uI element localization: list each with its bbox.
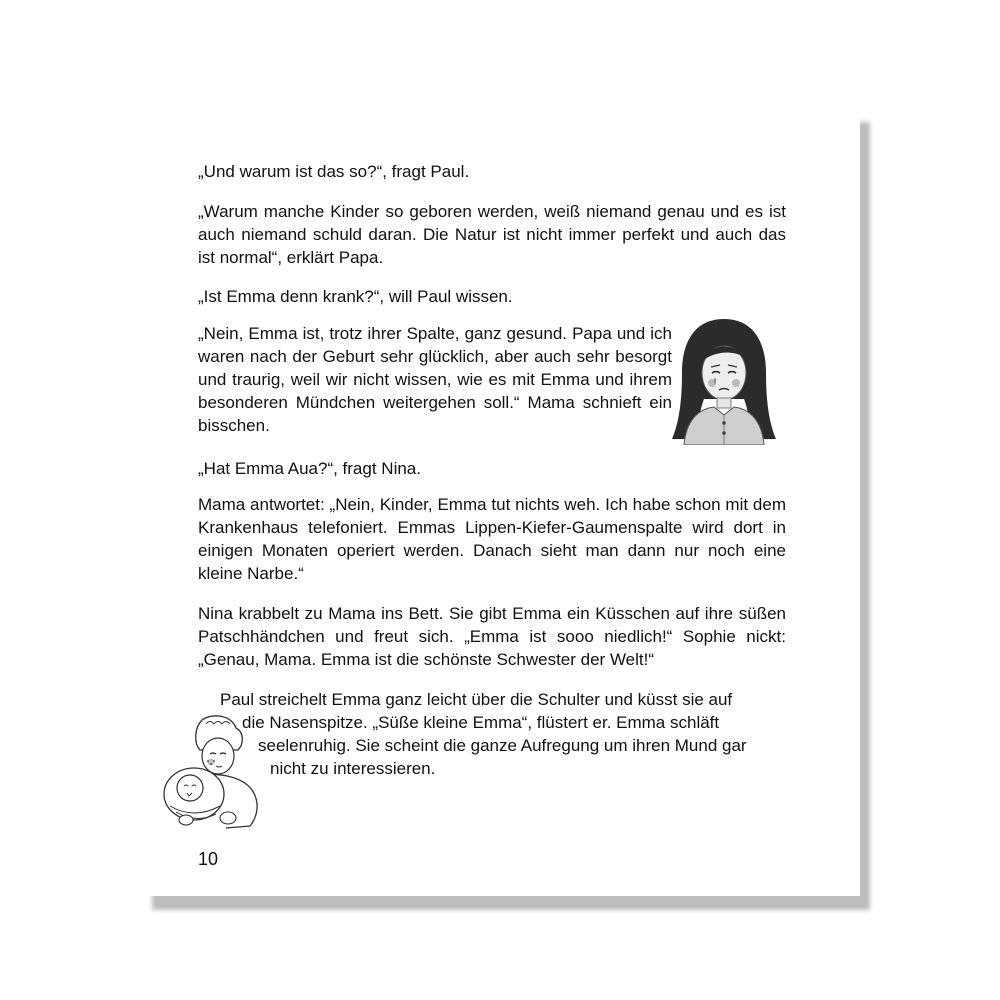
paragraph-3: „Ist Emma denn krank?“, will Paul wissen. <box>198 287 513 306</box>
paragraph-4: „Nein, Emma ist, trotz ihrer Spalte, ganz gesund. Papa und ich waren nach der Geburt sehr glücklich, aber auch sehr besorgt und traurig, weil wir nicht wissen, wie es mit Emma und ihrem besonderen Mündchen weitergehen soll.“ Mama schnieft ein bisschen. <box>198 324 672 435</box>
paragraph-7: Nina krabbelt zu Mama ins Bett. Sie gibt Emma ein Küsschen auf ihre süßen Patschhändchen und freut sich. „Emma ist sooo niedlich!“ Sophie nickt: „Genau, Mama. Emma ist die schönste Schwester der Welt!“ <box>198 604 786 669</box>
paragraph-8-line-3: seelenruhig. Sie scheint die ganze Aufregung um ihren Mund gar <box>258 736 747 755</box>
paragraph-6: Mama antwortet: „Nein, Kinder, Emma tut nichts weh. Ich habe schon mit dem Krankenhaus telefoniert. Emmas Lippen-Kiefer-Gaumenspalte wird dort in einigen Monaten operiert werden. Danach sieht man dann nur noch eine kleine Narbe.“ <box>198 495 786 583</box>
paragraph-2: „Warum manche Kinder so geboren werden, weiß niemand genau und es ist auch niemand schuld daran. Die Natur ist nicht immer perfekt und auch das ist normal“, erklärt Papa. <box>198 202 786 267</box>
page-number: 10 <box>198 849 219 869</box>
paragraph-8 <box>198 688 798 780</box>
paragraph-8-line-4: nicht zu interessieren. <box>270 759 436 778</box>
paragraph-8-line-1: Paul streichelt Emma ganz leicht über die Schulter und küsst sie auf <box>220 690 733 709</box>
boy-holding-baby-illustration <box>156 710 268 832</box>
paragraph-1: „Und warum ist das so?“, fragt Paul. <box>198 162 470 181</box>
sad-woman-illustration <box>668 313 780 445</box>
paragraph-5: „Hat Emma Aua?“, fragt Nina. <box>198 459 421 478</box>
book-page <box>140 108 860 896</box>
paragraph-8-line-2: die Nasenspitze. „Süße kleine Emma“, flüstert er. Emma schläft <box>242 713 720 732</box>
